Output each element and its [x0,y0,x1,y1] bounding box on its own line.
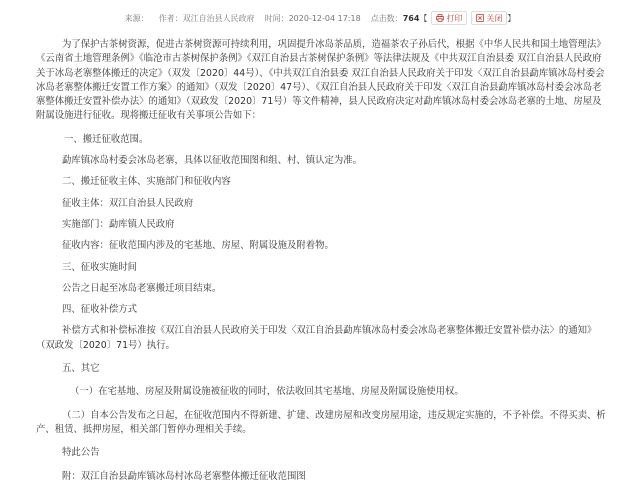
author-label: 作者： [158,13,183,23]
view-count: 764 [402,13,420,23]
section-heading-other: 五、其它 [62,363,100,375]
section-heading-compensation: 四、征收补偿方式 [62,304,138,316]
subject-paragraph: 征收主体：双江自治县人民政府 [62,197,194,209]
bracket-open: 【 [419,13,428,23]
closing-statement: 特此公告 [62,447,100,459]
views-label: 点击数： [370,13,403,23]
author-name: 双江自治县人民政府 [182,13,255,23]
print-icon [436,14,444,22]
close-button[interactable] [471,11,507,25]
intro-paragraph: 为了保护古茶树资源，促进古茶树资源可持续利用，巩固提升冰岛茶品质，造福茶农子孙后代，根据《中华人民共和国土地管理法》《云南省土地管理条例》《临沧市古茶树保护条例》《双江自治县古茶树保护条例》等法律法规及《中共双江自治县委 双江自治县人民政府关于冰岛老寨整体搬迁的决定》（双发〔2020〕44号）、《中共双江自治县委 双江自治县人民政府关于印发〈双江自治县勐库镇冰岛村委会冰岛老寨整体搬迁安置工作方案〉的通知》（双发〔2020〕47号）、《双江自治县人民政府关于印发〈双江自治县勐库镇冰岛村委会冰岛老寨整体搬迁安置补偿办法〉的通知》（双政发〔2020〕71号）等文件精神，县人民政府决定对勐库镇冰岛村委会冰岛老寨的土地、房屋及附属设施进行征收。现将搬迁征收有关事项公告如下： [36,39,606,122]
article-meta-bar [0,8,640,28]
section-heading-scope: 一、搬迁征收范围。 [64,133,149,145]
bracket-close: 】 [507,13,516,23]
print-label: 打印 [446,13,463,23]
source-label: 来源： [124,13,149,23]
scope-paragraph: 勐库镇冰岛村委会冰岛老寨，具体以征收范围图和组、村、镇认定为准。 [62,155,363,167]
attachment-note: 附：双江自治县勐库镇冰岛村冰岛老寨整体搬迁征收范围图 [62,470,306,482]
department-paragraph: 实施部门：勐库镇人民政府 [62,218,175,230]
close-label: 关闭 [486,13,503,23]
section-heading-time: 三、征收实施时间 [62,261,138,273]
other-item-2: （二）自本公告发布之日起，在征收范围内不得新建、扩建、改建房屋和改变房屋用途，违反规定实施的，不予补偿。不得买卖、析产、租赁、抵押房屋，相关部门暂停办理相关手续。 [36,409,606,435]
compensation-paragraph: 补偿方式和补偿标准按《双江自治县人民政府关于印发〈双江自治县勐库镇冰岛村委会冰岛老寨整体搬迁安置补偿办法〉的通知》（双政发〔2020〕71号）执行。 [36,325,597,351]
time-label: 时间： [264,13,289,23]
publish-time: 2020-12-04 17:18 [288,13,361,23]
article-body [36,38,610,484]
print-button[interactable] [431,11,467,25]
section-heading-subject: 二、搬迁征收主体、实施部门和征收内容 [62,176,231,188]
time-paragraph: 公告之日起至冰岛老寨搬迁项目结束。 [62,282,222,294]
close-icon [476,14,484,22]
content-paragraph: 征收内容：征收范围内涉及的宅基地、房屋、附属设施及附着物。 [62,240,334,252]
other-item-1: （一）在宅基地、房屋及附属设施被征收的同时，依法收回其宅基地、房屋及附属设施使用权。 [70,386,464,398]
